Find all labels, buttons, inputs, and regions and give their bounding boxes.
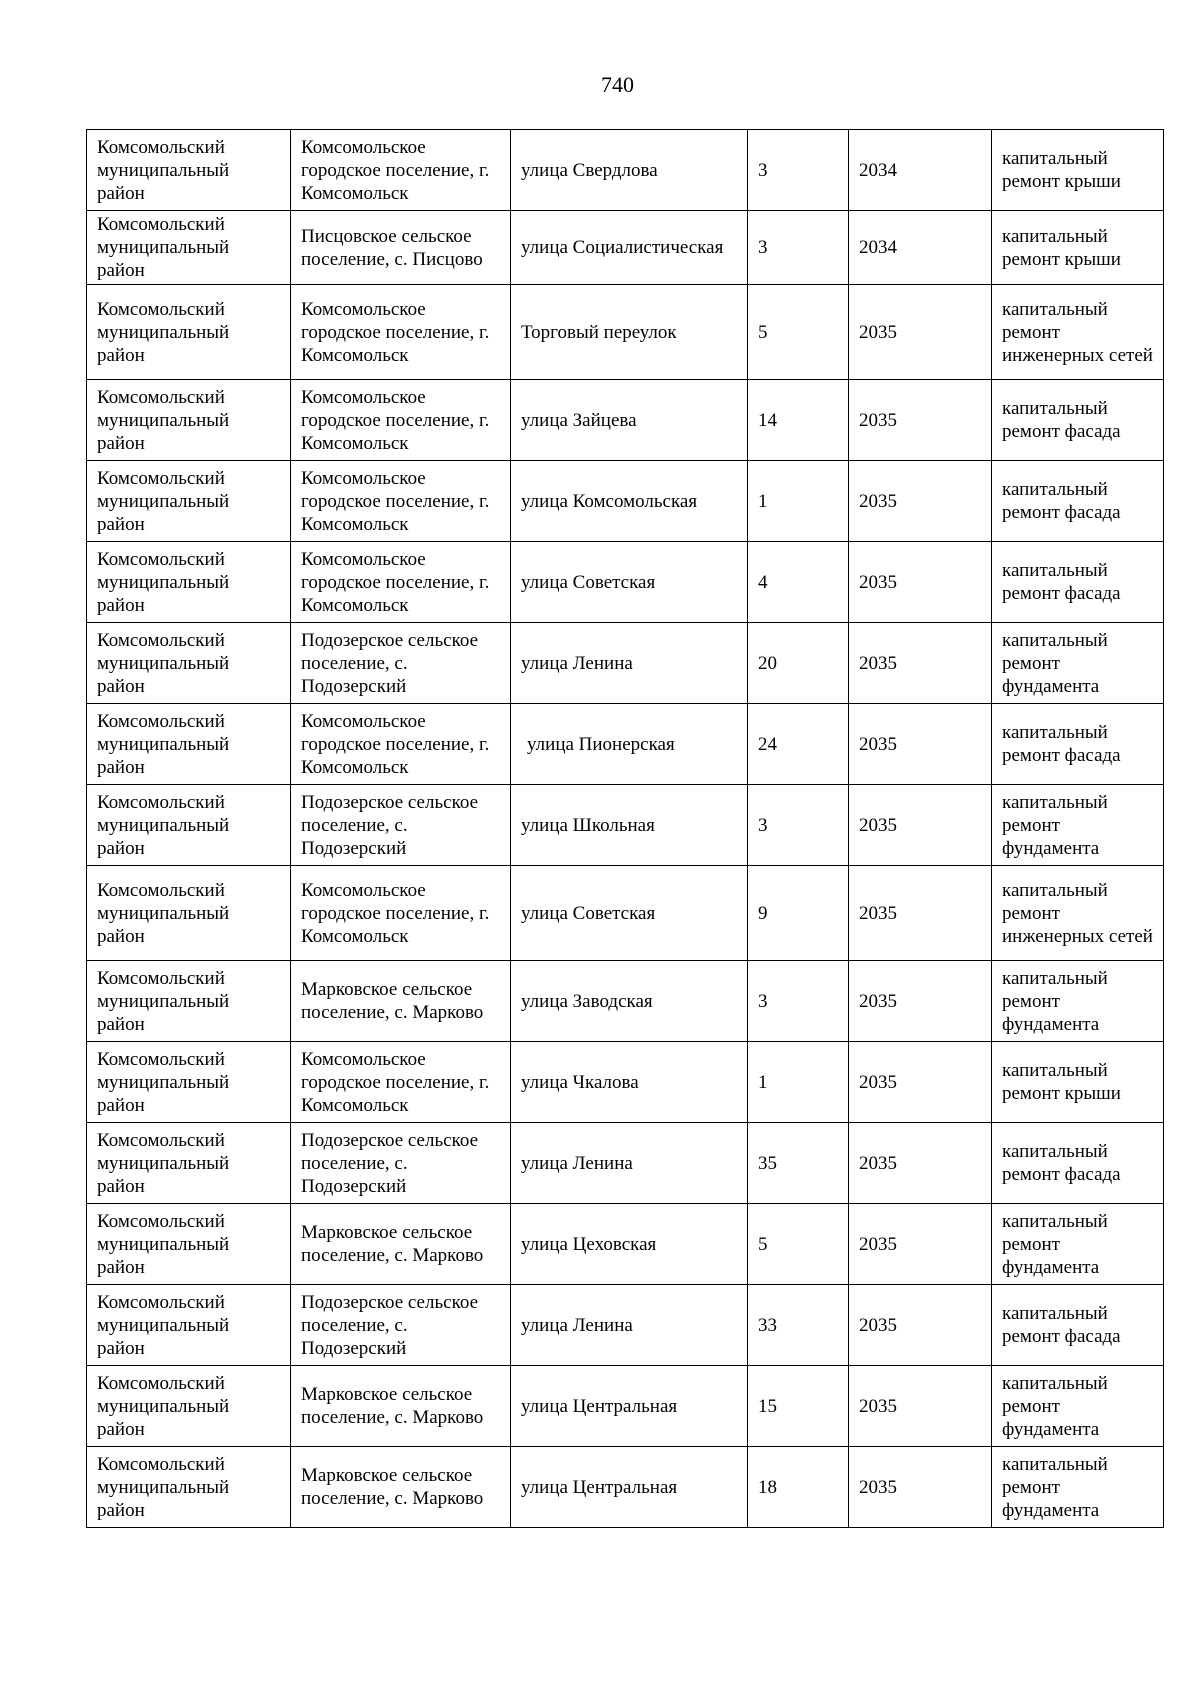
table-row [87, 1366, 1164, 1447]
cell-house-number: 1 [748, 1042, 849, 1123]
cell-house-number: 18 [748, 1447, 849, 1528]
cell-house-number: 15 [748, 1366, 849, 1447]
table-row [87, 211, 1164, 285]
cell-settlement: Комсомольское городское поселение, г. Комсомольск [291, 704, 511, 785]
cell-settlement: Марковское сельское поселение, с. Марково [291, 961, 511, 1042]
repair-schedule-table [86, 129, 1164, 1528]
table-row [87, 1285, 1164, 1366]
cell-year: 2035 [849, 1366, 992, 1447]
cell-street: улица Зайцева [511, 380, 748, 461]
cell-district: Комсомольский муниципальный район [87, 1366, 291, 1447]
cell-district: Комсомольский муниципальный район [87, 1204, 291, 1285]
cell-settlement: Комсомольское городское поселение, г. Комсомольск [291, 380, 511, 461]
cell-street: улица Советская [511, 542, 748, 623]
cell-settlement: Подозерское сельское поселение, с. Подозерский [291, 1285, 511, 1366]
table-row [87, 461, 1164, 542]
cell-street: улица Заводская [511, 961, 748, 1042]
cell-work-type: капитальный ремонт крыши [992, 1042, 1164, 1123]
cell-house-number: 24 [748, 704, 849, 785]
cell-settlement: Комсомольское городское поселение, г. Комсомольск [291, 461, 511, 542]
cell-year: 2035 [849, 704, 992, 785]
cell-work-type: капитальный ремонт фасада [992, 704, 1164, 785]
cell-district: Комсомольский муниципальный район [87, 1285, 291, 1366]
cell-district: Комсомольский муниципальный район [87, 623, 291, 704]
cell-year: 2035 [849, 1447, 992, 1528]
cell-settlement: Писцовское сельское поселение, с. Писцово [291, 211, 511, 285]
cell-work-type: капитальный ремонт фасада [992, 1285, 1164, 1366]
cell-street: улица Ленина [511, 1285, 748, 1366]
table-row [87, 130, 1164, 211]
cell-house-number: 14 [748, 380, 849, 461]
table-row [87, 380, 1164, 461]
cell-year: 2035 [849, 461, 992, 542]
table-row [87, 866, 1164, 961]
cell-district: Комсомольский муниципальный район [87, 211, 291, 285]
cell-work-type: капитальный ремонт фасада [992, 461, 1164, 542]
table-row [87, 785, 1164, 866]
cell-street: Торговый переулок [511, 285, 748, 380]
cell-house-number: 3 [748, 785, 849, 866]
cell-settlement: Комсомольское городское поселение, г. Комсомольск [291, 866, 511, 961]
table-body [87, 130, 1164, 1528]
cell-settlement: Подозерское сельское поселение, с. Подозерский [291, 785, 511, 866]
cell-year: 2035 [849, 285, 992, 380]
cell-year: 2034 [849, 130, 992, 211]
cell-settlement: Подозерское сельское поселение, с. Подозерский [291, 623, 511, 704]
table-row [87, 1204, 1164, 1285]
cell-street: улица Школьная [511, 785, 748, 866]
cell-settlement: Марковское сельское поселение, с. Марково [291, 1204, 511, 1285]
table-row [87, 542, 1164, 623]
cell-house-number: 35 [748, 1123, 849, 1204]
cell-settlement: Комсомольское городское поселение, г. Комсомольск [291, 1042, 511, 1123]
cell-year: 2035 [849, 623, 992, 704]
cell-work-type: капитальный ремонт фасада [992, 380, 1164, 461]
cell-work-type: капитальный ремонт фундамента [992, 785, 1164, 866]
cell-house-number: 3 [748, 961, 849, 1042]
cell-work-type: капитальный ремонт инженерных сетей [992, 866, 1164, 961]
cell-district: Комсомольский муниципальный район [87, 704, 291, 785]
cell-year: 2035 [849, 866, 992, 961]
cell-street: улица Чкалова [511, 1042, 748, 1123]
cell-work-type: капитальный ремонт фундамента [992, 1366, 1164, 1447]
cell-year: 2034 [849, 211, 992, 285]
cell-settlement: Подозерское сельское поселение, с. Подозерский [291, 1123, 511, 1204]
cell-year: 2035 [849, 380, 992, 461]
cell-work-type: капитальный ремонт фундамента [992, 1204, 1164, 1285]
cell-house-number: 5 [748, 285, 849, 380]
cell-house-number: 3 [748, 130, 849, 211]
cell-district: Комсомольский муниципальный район [87, 130, 291, 211]
cell-work-type: капитальный ремонт фасада [992, 542, 1164, 623]
cell-house-number: 1 [748, 461, 849, 542]
cell-settlement: Марковское сельское поселение, с. Марково [291, 1447, 511, 1528]
table-row [87, 1042, 1164, 1123]
cell-settlement: Комсомольское городское поселение, г. Комсомольск [291, 285, 511, 380]
cell-street: улица Ленина [511, 623, 748, 704]
cell-house-number: 3 [748, 211, 849, 285]
cell-district: Комсомольский муниципальный район [87, 1447, 291, 1528]
cell-settlement: Комсомольское городское поселение, г. Комсомольск [291, 542, 511, 623]
cell-street: улица Советская [511, 866, 748, 961]
cell-work-type: капитальный ремонт фасада [992, 1123, 1164, 1204]
cell-district: Комсомольский муниципальный район [87, 461, 291, 542]
cell-year: 2035 [849, 785, 992, 866]
cell-district: Комсомольский муниципальный район [87, 542, 291, 623]
cell-district: Комсомольский муниципальный район [87, 285, 291, 380]
cell-year: 2035 [849, 961, 992, 1042]
cell-house-number: 4 [748, 542, 849, 623]
cell-work-type: капитальный ремонт фундамента [992, 623, 1164, 704]
cell-street: улица Цеховская [511, 1204, 748, 1285]
cell-street: улица Свердлова [511, 130, 748, 211]
cell-district: Комсомольский муниципальный район [87, 961, 291, 1042]
cell-house-number: 33 [748, 1285, 849, 1366]
cell-district: Комсомольский муниципальный район [87, 785, 291, 866]
cell-work-type: капитальный ремонт крыши [992, 130, 1164, 211]
cell-work-type: капитальный ремонт инженерных сетей [992, 285, 1164, 380]
cell-work-type: капитальный ремонт фундамента [992, 1447, 1164, 1528]
cell-street: улица Ленина [511, 1123, 748, 1204]
cell-street: улица Центральная [511, 1447, 748, 1528]
cell-house-number: 20 [748, 623, 849, 704]
cell-settlement: Комсомольское городское поселение, г. Комсомольск [291, 130, 511, 211]
cell-work-type: капитальный ремонт фундамента [992, 961, 1164, 1042]
table-row [87, 1123, 1164, 1204]
cell-house-number: 5 [748, 1204, 849, 1285]
table-row [87, 1447, 1164, 1528]
cell-year: 2035 [849, 1042, 992, 1123]
cell-street: улица Пионерская [511, 704, 748, 785]
table-row [87, 704, 1164, 785]
cell-house-number: 9 [748, 866, 849, 961]
table-row [87, 961, 1164, 1042]
cell-district: Комсомольский муниципальный район [87, 1042, 291, 1123]
cell-street: улица Комсомольская [511, 461, 748, 542]
cell-year: 2035 [849, 1285, 992, 1366]
cell-settlement: Марковское сельское поселение, с. Марково [291, 1366, 511, 1447]
table-row [87, 623, 1164, 704]
cell-district: Комсомольский муниципальный район [87, 1123, 291, 1204]
cell-year: 2035 [849, 542, 992, 623]
cell-street: улица Центральная [511, 1366, 748, 1447]
cell-work-type: капитальный ремонт крыши [992, 211, 1164, 285]
cell-year: 2035 [849, 1204, 992, 1285]
cell-street: улица Социалистическая [511, 211, 748, 285]
cell-district: Комсомольский муниципальный район [87, 866, 291, 961]
page-number: 740 [601, 72, 634, 97]
cell-district: Комсомольский муниципальный район [87, 380, 291, 461]
table-row [87, 285, 1164, 380]
cell-year: 2035 [849, 1123, 992, 1204]
